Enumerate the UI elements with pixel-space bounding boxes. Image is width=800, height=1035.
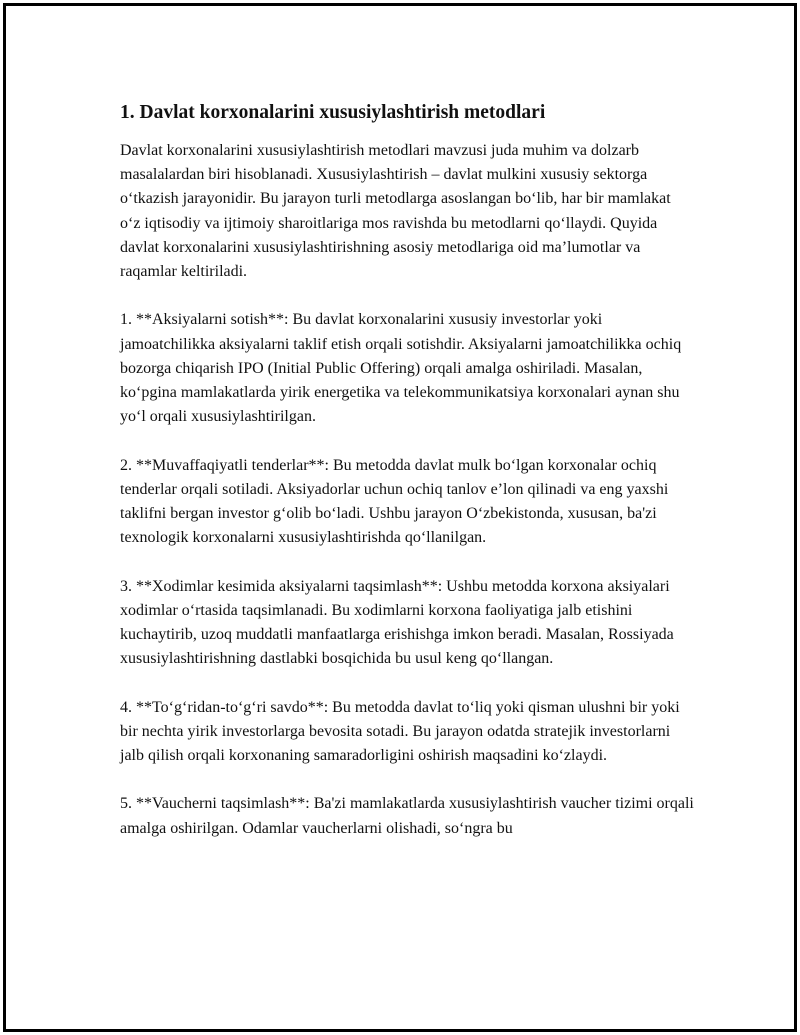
paragraph-employee-shares: 3. **Xodimlar kesimida aksiyalarni taqsimlash**: Ushbu metodda korxona aksiyalari xodimlar o‘rtasida taqsimlanadi. Bu xodimlarni korxona faoliyatiga jalb etishini kuchaytirib, uzoq muddatli manfaatlarga erishishga imkon beradi. Masalan, Rossiyada xususiylashtirishning dastlabki bosqichida bu usul keng qo‘llangan. xyxy=(120,577,674,668)
intro-paragraph: Davlat korxonalarini xususiylashtirish metodlari mavzusi juda muhim va dolzarb masalalardan biri hisoblanadi. Xususiylashtirish – davlat mulkini xususiy sektorga o‘tkazish jarayonidir. Bu jarayon turli metodlarga asoslangan bo‘lib, har bir mamlakat o‘z iqtisodiy va ijtimoiy sharoitlariga mos ravishda bu metodlarni qo‘llaydi. Quyida davlat korxonalarini xususiylashtirishning asosiy metodlariga oid ma’lumotlar va raqamlar keltiriladi. xyxy=(120,142,671,281)
paragraph-tenders: 2. **Muvaffaqiyatli tenderlar**: Bu metodda davlat mulk bo‘lgan korxonalar ochiq tenderlar orqali sotiladi. Aksiyadorlar uchun ochiq tanlov e’lon qilinadi va eng yaxshi taklifni bergan investor g‘olib bo‘ladi. Ushbu jarayon O‘zbekistonda, xususan, ba'zi texnologik korxonalarni xususiylashtirishda qo‘llanilgan. xyxy=(120,456,669,547)
paragraph-direct-sale: 4. **To‘g‘ridan-to‘g‘ri savdo**: Bu metodda davlat to‘liq yoki qisman ulushni bir yoki bir nechta yirik investorlarga bevosita sotadi. Bu jarayon odatda stratejik investorlarni jalb qilish orqali korxonaning samaradorligini oshirish maqsadini ko‘zlaydi. xyxy=(120,698,680,765)
document-page xyxy=(3,3,797,1032)
document-title: 1. Davlat korxonalarini xususiylashtirish metodlari xyxy=(120,102,546,123)
paragraph-shares-sale: 1. **Aksiyalarni sotish**: Bu davlat korxonalarini xususiy investorlar yoki jamoatchilikka aksiyalarni taklif etish orqali sotishdir. Aksiyalarni jamoatchilikka ochiq bozorga chiqarish IPO (Initial Public Offering) orqali amalga oshiriladi. Masalan, ko‘pgina mamlakatlarda yirik energetika va telekommunikatsiya korxonalari aynan shu yo‘l orqali xususiylashtirilgan. xyxy=(120,311,682,426)
document-content xyxy=(120,101,695,865)
paragraph-vouchers: 5. **Vaucherni taqsimlash**: Ba'zi mamlakatlarda xususiylashtirish vaucher tizimi orqali amalga oshirilgan. Odamlar vaucherlarni olishadi, so‘ngra bu xyxy=(120,795,694,837)
